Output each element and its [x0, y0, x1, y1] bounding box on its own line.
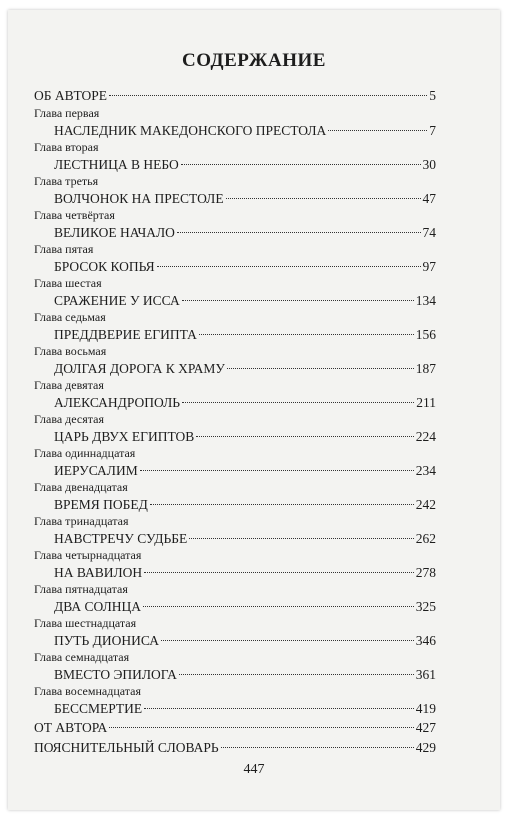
dot-leader — [227, 368, 414, 369]
chapter-label: Глава шестая — [34, 276, 102, 290]
dot-leader — [199, 334, 414, 335]
toc-entry-page: 7 — [429, 123, 436, 138]
toc-entry-chapter — [34, 699, 436, 718]
toc-entry-page: 211 — [416, 395, 436, 410]
toc-entry-chapter — [34, 257, 436, 276]
toc-entry-title: ВМЕСТО ЭПИЛОГА — [54, 667, 177, 682]
toc-entry-page: 419 — [415, 701, 436, 716]
toc-entry-page: 47 — [422, 191, 436, 206]
toc-entry-chapter — [34, 563, 436, 582]
dot-leader — [182, 402, 414, 403]
toc-entry-chapter — [34, 461, 436, 480]
chapter-label: Глава третья — [34, 174, 99, 188]
toc-entry-from-author — [34, 718, 436, 738]
toc-entry-title: ВОЛЧОНОК НА ПРЕСТОЛЕ — [54, 191, 224, 206]
chapter-label: Глава девятая — [34, 378, 104, 392]
chapter-label: Глава седьмая — [34, 310, 106, 324]
toc-entry-page: 224 — [415, 429, 436, 444]
dot-leader — [144, 572, 414, 573]
chapter-label: Глава тринадцатая — [34, 514, 129, 528]
dot-leader — [328, 130, 427, 131]
toc-entry-title: ПРЕДДВЕРИЕ ЕГИПТА — [54, 327, 197, 342]
dot-leader — [177, 232, 421, 233]
toc-entry-page: 429 — [415, 740, 436, 755]
toc-entry-page: 262 — [415, 531, 436, 546]
toc-entry-title: ЛЕСТНИЦА В НЕБО — [54, 157, 179, 172]
dot-leader — [182, 300, 414, 301]
toc-entry-page: 5 — [429, 88, 436, 103]
toc-entry-chapter — [34, 359, 436, 378]
toc-entry-title: ИЕРУСАЛИМ — [54, 463, 138, 478]
toc-entry-page: 361 — [415, 667, 436, 682]
dot-leader — [179, 674, 414, 675]
dot-leader — [181, 164, 421, 165]
toc-entry-title: ДОЛГАЯ ДОРОГА К ХРАМУ — [54, 361, 225, 376]
toc-entry-page: 325 — [415, 599, 436, 614]
toc-entry-title: НА ВАВИЛОН — [54, 565, 143, 580]
toc-entry-page: 187 — [415, 361, 436, 376]
table-of-contents — [34, 86, 436, 758]
toc-entry-glossary — [34, 738, 436, 758]
toc-entry-page: 427 — [415, 720, 436, 735]
toc-entry-chapter — [34, 223, 436, 242]
page-title: СОДЕРЖАНИЕ — [182, 50, 326, 71]
toc-entry-title: СРАЖЕНИЕ У ИССА — [54, 293, 180, 308]
toc-entry-title: ПУТЬ ДИОНИСА — [54, 633, 159, 648]
chapter-label: Глава первая — [34, 106, 100, 120]
toc-entry-chapter — [34, 427, 436, 446]
toc-entry-chapter — [34, 189, 436, 208]
toc-entry-title: ОТ АВТОРА — [34, 720, 108, 735]
toc-entry-title: НАСЛЕДНИК МАКЕДОНСКОГО ПРЕСТОЛА — [54, 123, 327, 138]
toc-entry-title: ОБ АВТОРЕ — [34, 88, 108, 103]
chapter-list — [34, 106, 436, 718]
toc-entry-page: 234 — [415, 463, 436, 478]
toc-entry-page: 134 — [415, 293, 436, 308]
chapter-label: Глава одиннадцатая — [34, 446, 136, 460]
chapter-label: Глава пятнадцатая — [34, 582, 128, 596]
toc-entry-page: 242 — [415, 497, 436, 512]
toc-entry-title: ПОЯСНИТЕЛЬНЫЙ СЛОВАРЬ — [34, 740, 219, 755]
toc-entry-page: 30 — [422, 157, 436, 172]
dot-leader — [150, 504, 414, 505]
toc-entry-chapter — [34, 665, 436, 684]
toc-entry-title: ЦАРЬ ДВУХ ЕГИПТОВ — [54, 429, 195, 444]
dot-leader — [109, 727, 413, 728]
toc-entry-chapter — [34, 529, 436, 548]
dot-leader — [161, 640, 414, 641]
toc-entry-title: АЛЕКСАНДРОПОЛЬ — [54, 395, 181, 410]
toc-entry-page: 156 — [415, 327, 436, 342]
toc-entry-page: 97 — [422, 259, 436, 274]
chapter-label: Глава семнадцатая — [34, 650, 130, 664]
dot-leader — [221, 747, 414, 748]
toc-entry-title: НАВСТРЕЧУ СУДЬБЕ — [54, 531, 188, 546]
dot-leader — [109, 95, 427, 96]
toc-entry-title: БРОСОК КОПЬЯ — [54, 259, 155, 274]
toc-entry-chapter — [34, 495, 436, 514]
toc-entry-page: 346 — [415, 633, 436, 648]
chapter-label: Глава вторая — [34, 140, 99, 154]
dot-leader — [143, 606, 414, 607]
chapter-label: Глава четырнадцатая — [34, 548, 142, 562]
chapter-label: Глава двенадцатая — [34, 480, 128, 494]
dot-leader — [196, 436, 413, 437]
toc-entry-page: 278 — [415, 565, 436, 580]
chapter-label: Глава восемнадцатая — [34, 684, 141, 698]
chapter-label: Глава десятая — [34, 412, 104, 426]
toc-entry-title: ВЕЛИКОЕ НАЧАЛО — [54, 225, 175, 240]
toc-entry-page: 74 — [422, 225, 436, 240]
dot-leader — [144, 708, 414, 709]
toc-entry-chapter — [34, 121, 436, 140]
toc-entry-title: БЕССМЕРТИЕ — [54, 701, 143, 716]
chapter-label: Глава восьмая — [34, 344, 107, 358]
toc-entry-chapter — [34, 155, 436, 174]
toc-entry-about-author — [34, 86, 436, 106]
toc-entry-chapter — [34, 291, 436, 310]
page-number: 447 — [243, 762, 265, 777]
chapter-label: Глава пятая — [34, 242, 94, 256]
book-page — [8, 10, 500, 810]
chapter-label: Глава шестнадцатая — [34, 616, 137, 630]
toc-entry-chapter — [34, 597, 436, 616]
dot-leader — [189, 538, 414, 539]
dot-leader — [226, 198, 421, 199]
toc-entry-chapter — [34, 325, 436, 344]
toc-entry-title: ВРЕМЯ ПОБЕД — [54, 497, 148, 512]
dot-leader — [140, 470, 414, 471]
toc-entry-chapter — [34, 631, 436, 650]
chapter-label: Глава четвёртая — [34, 208, 115, 222]
toc-entry-title: ДВА СОЛНЦА — [54, 599, 141, 614]
dot-leader — [157, 266, 421, 267]
toc-entry-chapter — [34, 393, 436, 412]
